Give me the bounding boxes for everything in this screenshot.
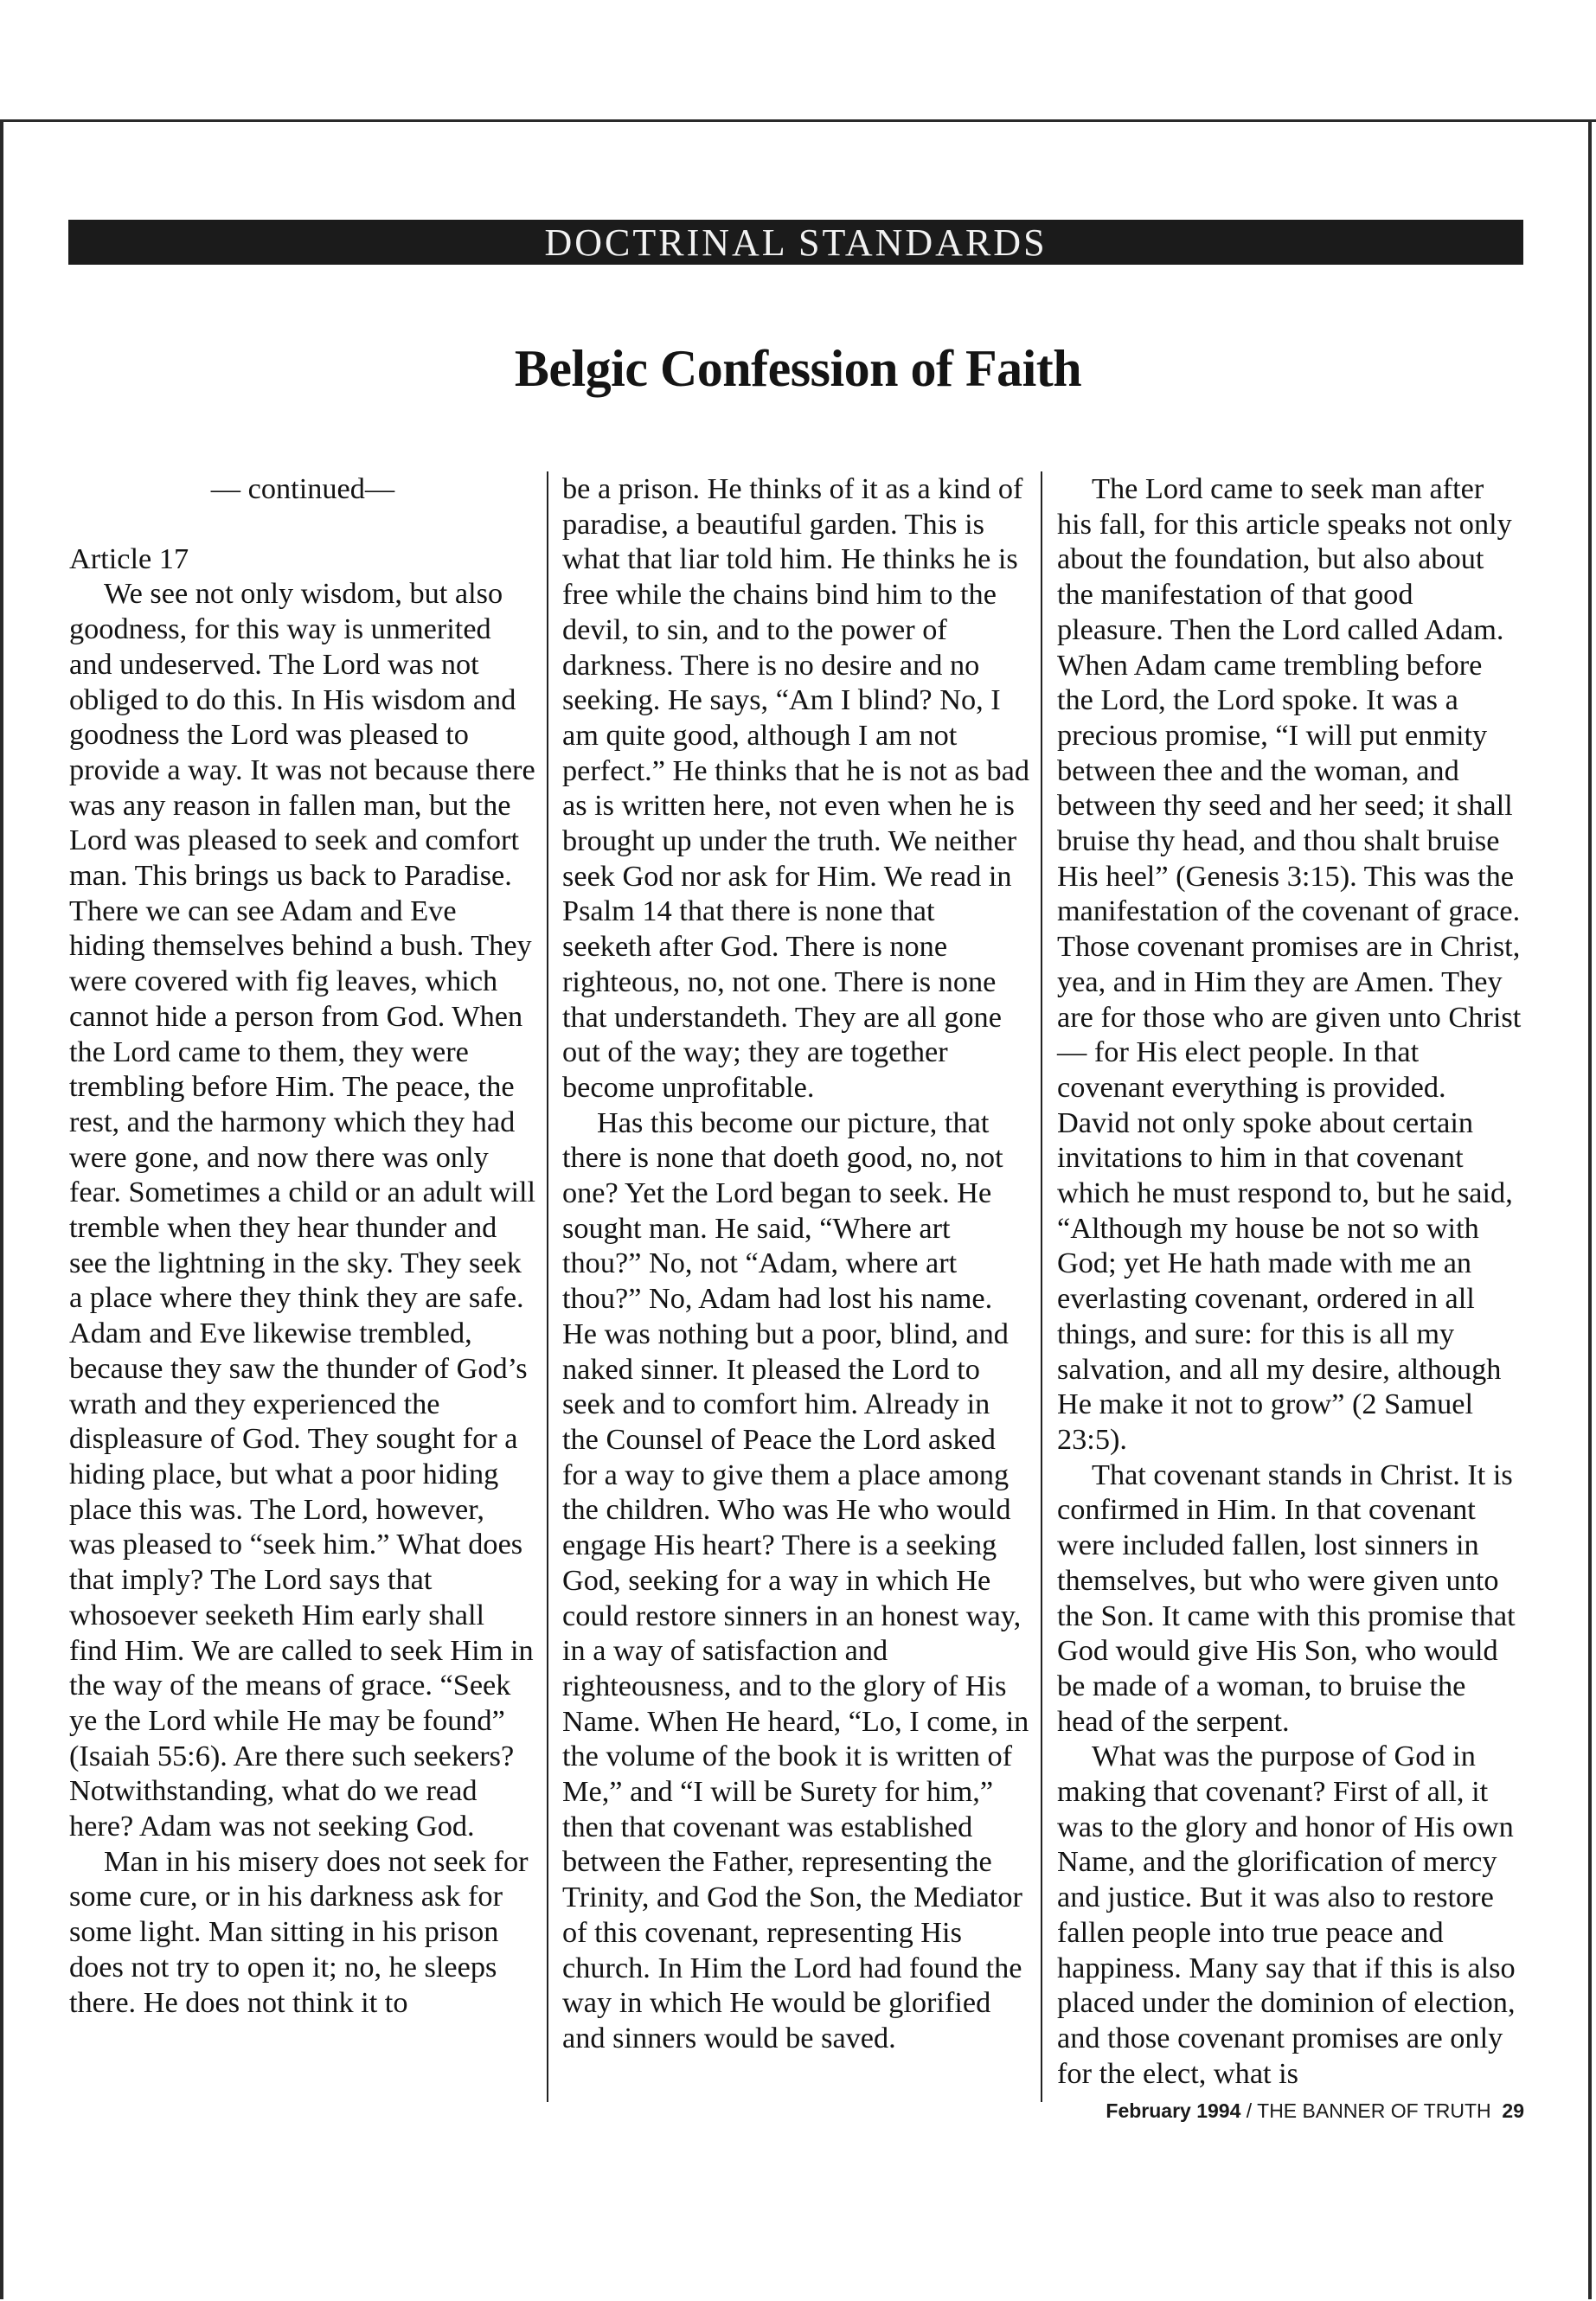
paragraph: That covenant stands in Christ. It is confirmed in Him. In that covenant were included fallen, lost sinners in themselves, but who were given unto the Son. It came with this promise that God would give His Son, who would be made of a woman, to bruise the head of the serpent. bbox=[1057, 1458, 1516, 1738]
section-heading: Article 17 bbox=[69, 542, 189, 575]
paragraph: Man in his misery does not seek for some cure, or in his darkness ask for some light. Man sitting in his prison does not try to open it; no, he sleeps there. He does not think it to bbox=[69, 1844, 529, 2019]
page-number: 29 bbox=[1502, 2099, 1524, 2122]
paragraph: The Lord came to seek man after his fall, for this article speaks not only about the foundation, but also about the manifestation of that good pleasure. Then the Lord called Adam. When Adam came trembling before the Lord, the Lord spoke. It was a precious promise, “I will put enmity between thee and the woman, and between thy seed and her seed; it shall bruise thy head, and thou shalt bruise His heel” (Genesis 3:15). This was the manifestation of the covenant of grace. Those covenant promises are in Christ, yea, and in Him they are Amen. They are for those who are given unto Christ — for His elect people. In that covenant everything is provided. David not only spoke about certain invitations to him in that covenant which he must respond to, but he said, “Although my house be not so with God; yet He hath made with me an everlasting covenant, ordered in all things, and sure: for this is all my salvation, and all my desire, although He make it not to grow” (2 Samuel 23:5). bbox=[1057, 472, 1522, 1456]
article-title: Belgic Confession of Faith bbox=[514, 340, 1082, 397]
top-border bbox=[0, 119, 1596, 122]
column-1 bbox=[69, 471, 536, 2020]
footer-publication: THE BANNER OF TRUTH bbox=[1257, 2099, 1491, 2122]
column-2 bbox=[562, 471, 1029, 2056]
section-banner: DOCTRINAL STANDARDS bbox=[68, 220, 1523, 265]
continued-label: — continued— bbox=[210, 472, 395, 505]
paragraph: Has this become our picture, that there is none that doeth good, no, not one? Yet the Lord began to seek. He sought man. He said, “Where art thou?” No, not “Adam, where art thou?” No, Adam had lost his name. He was nothing but a poor, blind, and naked sinner. It pleased the Lord to seek and to comfort him. Already in the Counsel of Peace the Lord asked for a way to give them a place among the children. Who was He who would engage His heart? There is a seeking God, seeking for a way in which He could restore sinners in an honest way, in a way of satisfaction and righteousness, and to the glory of His Name. When He heard, “Lo, I come, in the volume of the book it is written of Me,” and “I will be Surety for him,” then that covenant was established between the Father, representing the Trinity, and God the Son, the Mediator of this covenant, representing His church. In Him the Lord had found the way in which He would be glorified and sinners would be saved. bbox=[562, 1106, 1029, 2054]
paragraph: We see not only wisdom, but also goodness, for this way is unmerited and undeserved. The Lord was not obliged to do this. In His wisdom and goodness the Lord was pleased to provide a way. It was not because there was any reason in fallen man, but the Lord was pleased to seek and comfort man. This brings us back to Paradise. There we can see Adam and Eve hiding themselves behind a bush. They were covered with fig leaves, which cannot hide a person from God. When the Lord came to them, they were trembling before Him. The peace, the rest, and the harmony which they had were gone, and now there was only fear. Sometimes a child or an adult will tremble when they hear thunder and see the lightning in the sky. They seek a place where they think they are safe. Adam and Eve likewise trembled, because they saw the thunder of God’s wrath and they experienced the displeasure of God. They sought for a hiding place, but what a poor hiding place this was. The Lord, however, was pleased to “seek him.” What does that imply? The Lord says that whosoever seeketh Him early shall find Him. We are called to seek Him in the way of the means of grace. “Seek ye the Lord while He may be found” (Isaiah 55:6). Are there such seekers? Notwithstanding, what do we read here? Adam was not seeking God. bbox=[69, 577, 536, 1843]
column-3 bbox=[1057, 471, 1524, 2091]
paragraph: be a prison. He thinks of it as a kind of paradise, a beautiful garden. This is what that liar told him. He thinks he is free while the chains bind him to the devil, to sin, and to the power of darkness. There is no desire and no seeking. He says, “Am I blind? No, I am quite good, although I am not perfect.” He thinks that he is not as bad as is written here, not even when he is brought up under the truth. We neither seek God nor ask for Him. We read in Psalm 14 that there is none that seeketh after God. There is none righteous, no, not one. There is none that understandeth. They are all gone out of the way; they are together become unprofitable. bbox=[562, 472, 1030, 1104]
paragraph: What was the purpose of God in making that covenant? First of all, it was to the glory and honor of His own Name, and the glorification of mercy and justice. But it was also to restore fallen people into true peace and happiness. Many say that if this is also placed under the dominion of election, and those covenant promises are only for the elect, what is bbox=[1057, 1740, 1516, 2090]
column-divider bbox=[1041, 471, 1042, 2102]
left-border bbox=[0, 119, 3, 2299]
footer-date: February 1994 bbox=[1106, 2099, 1241, 2122]
column-divider bbox=[547, 471, 548, 2102]
footer-separator: / bbox=[1240, 2099, 1258, 2122]
page-footer bbox=[1106, 2099, 1524, 2123]
right-border bbox=[1588, 119, 1592, 2299]
